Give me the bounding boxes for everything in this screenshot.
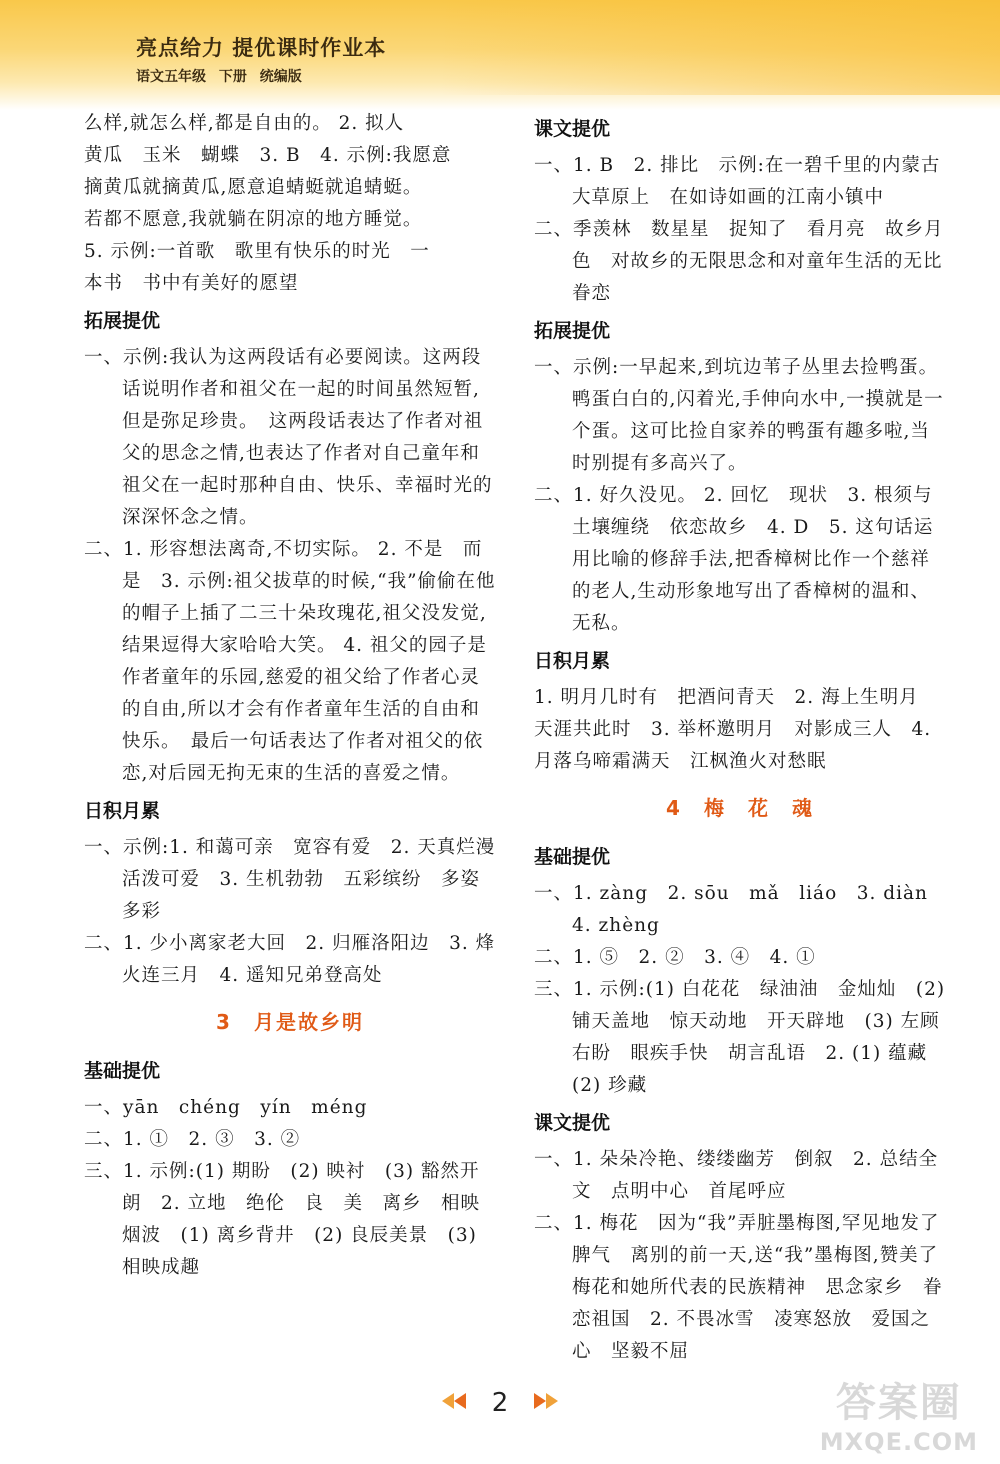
lesson-title [534,792,946,824]
book-header [136,32,386,86]
section-heading: 拓展提优 [534,320,611,342]
answer-item: 一、示例:一早起来,到坑边苇子丛里去捡鸭蛋。鸭蛋白白的,闪着光,手伸向水中,一摸就是一个蛋。这可比捡自家养的鸭蛋有趣多啦,当时别提有多高兴了。 [534,357,944,474]
answer-item: 二、1. 少小离家老大回 2. 归雁洛阳边 3. 烽火连三月 4. 遥知兄弟登高处 [84,933,496,986]
lesson-name: 月是故乡明 [253,1010,364,1034]
section-heading: 基础提优 [84,1060,161,1082]
section-heading: 日积月累 [534,650,611,672]
answer-item: 二、1. ① 2. ③ 3. ② [84,1129,301,1150]
left-column [84,108,515,1284]
page-number: 2 [491,1388,509,1418]
answer-item: 一、1. zàng 2. sōu mǎ liáo 3. diàn 4. zhèng [534,883,948,936]
right-column [534,108,946,1368]
answer-item: 1. 明月几时有 把酒问青天 2. 海上生明月 天涯共此时 3. 举杯邀明月 对影成三人 4. 月落乌啼霜满天 江枫渔火对愁眠 [534,687,939,772]
section-heading: 课文提优 [534,118,611,140]
lesson-number: 4 [666,796,682,820]
answer-item: 二、1. 形容想法离奇,不切实际。 2. 不是 而是 3. 示例:祖父拔草的时候,“我”偷偷在他的帽子上插了二三十朵玫瑰花,祖父没发觉,结果逗得大家哈哈大笑。 4. 祖父的园子是作者童年的乐园,慈爱的祖父给了作者心灵的自由,所以才会有作者童年生活的自由和快乐。 最后一句话表达了作者对祖父的依恋,对后园无拘无束的生活的喜爱之情。 [84,539,496,784]
lesson-title [84,1006,496,1038]
book-title: 亮点给力 提优课时作业本 [136,36,387,60]
answer-item: 三、1. 示例:(1) 期盼 (2) 映衬 (3) 豁然开朗 2. 立地 绝伦 良 美 离乡 相映 烟波 (1) 离乡背井 (2) 良辰美景 (3) 相映成趣 [84,1161,500,1278]
lesson-name: 梅 花 魂 [703,796,814,820]
answer-intro: 么样,就怎么样,都是自由的。 2. 拟人 黄瓜 玉米 蝴蝶 3. B 4. 示例:我愿意 摘黄瓜就摘黄瓜,愿意追蜻蜓就追蜻蜓。 若都不愿意,我就躺在阴凉的地方睡觉。 5. 示例:一首歌 歌里有快乐的时光 一 本书 书中有美好的愿望 [84,113,452,294]
section-heading: 日积月累 [84,800,161,822]
answer-item: 三、1. 示例:(1) 白花花 绿油油 金灿灿 (2) 铺天盖地 惊天动地 开天辟地 (3) 左顾右盼 眼疾手快 胡言乱语 2. (1) 蕴藏 (2) 珍藏 [534,979,947,1096]
section-heading: 基础提优 [534,846,611,868]
watermark-title: 答案圈 [835,1380,962,1426]
answer-item: 二、1. 好久没见。 2. 回忆 现状 3. 根须与土壤缠绕 依恋故乡 4. D 5. 这句话运用比喻的修辞手法,把香樟树比作一个慈祥的老人,生动形象地写出了香樟树的温和、无私。 [534,485,934,634]
answer-item: 二、1. ⑤ 2. ② 3. ④ 4. ① [534,947,816,968]
answer-item: 二、季羡林 数星星 捉知了 看月亮 故乡月色 对故乡的无限思念和对童年生活的无比眷恋 [534,219,944,304]
answer-item: 一、1. 朵朵冷艳、缕缕幽芳 倒叙 2. 总结全文 点明中心 首尾呼应 [534,1149,939,1202]
prev-arrows-icon [442,1393,466,1413]
section-heading: 拓展提优 [84,310,161,332]
page-footer [0,1388,1000,1418]
book-subtitle: 语文五年级 下册 统编版 [136,69,302,85]
answer-item: 一、示例:1. 和蔼可亲 宽容有爱 2. 天真烂漫 活泼可爱 3. 生机勃勃 五彩缤纷 多姿多彩 [84,837,515,922]
answer-item: 一、1. B 2. 排比 示例:在一碧千里的内蒙古大草原上 在如诗如画的江南小镇中 [534,155,941,208]
watermark-url: MXQE.COM [819,1428,978,1456]
answer-item: 二、1. 梅花 因为“我”弄脏墨梅图,罕见地发了脾气 离别的前一天,送“我”墨梅图,赞美了梅花和她所代表的民族精神 思念家乡 眷恋祖国 2. 不畏冰雪 凌寒怒放 爱国之心 坚毅不屈 [534,1213,943,1362]
lesson-number: 3 [216,1010,232,1034]
section-heading: 课文提优 [534,1112,611,1134]
answer-item: 一、示例:我认为这两段话有必要阅读。这两段话说明作者和祖父在一起的时间虽然短暂,但是弥足珍贵。 这两段话表达了作者对祖父的思念之情,也表达了作者对自己童年和祖父在一起时那种自由、快乐、幸福时光的深深怀念之情。 [84,347,493,528]
answer-item: 一、yān chéng yín méng [84,1097,368,1118]
next-arrows-icon [534,1393,558,1413]
